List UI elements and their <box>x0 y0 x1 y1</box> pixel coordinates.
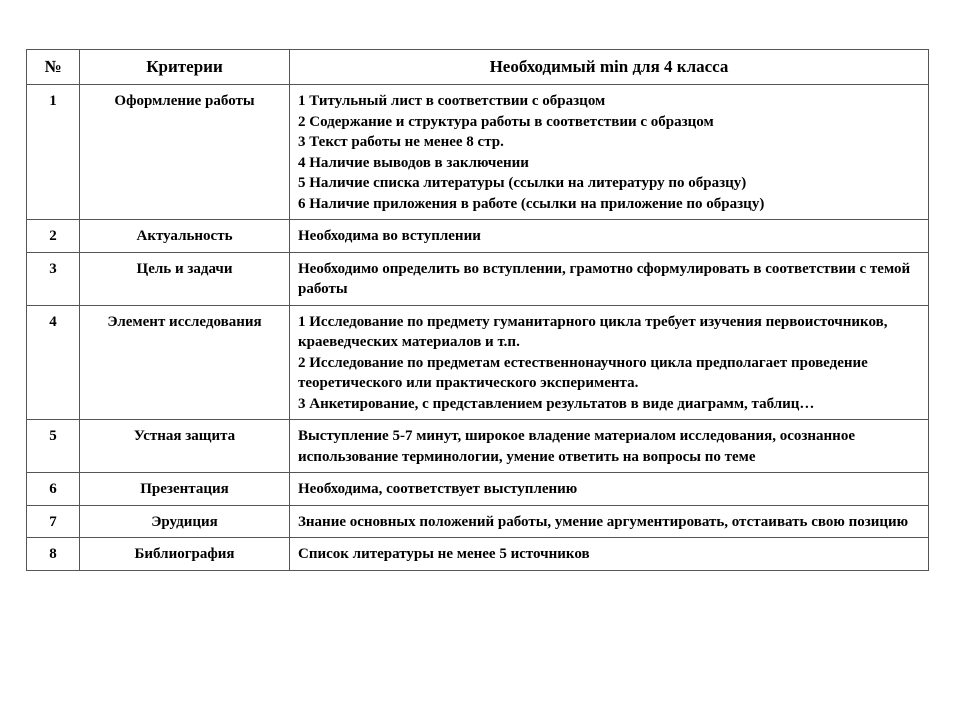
row-number: 6 <box>27 473 80 506</box>
table-body <box>27 85 929 571</box>
table-header <box>27 50 929 85</box>
header-number: № <box>27 50 80 85</box>
criterion-name: Актуальность <box>80 220 290 253</box>
requirement-line: Выступление 5-7 минут, широкое владение материалом исследования, осознанное использование терминологии, умение ответить на вопросы по теме <box>298 428 855 465</box>
row-number: 8 <box>27 538 80 571</box>
requirement-line: 4 Наличие выводов в заключении <box>298 154 529 171</box>
header-row <box>27 50 929 85</box>
requirement-cell <box>290 252 929 305</box>
requirement-line: Необходима во вступлении <box>298 228 481 244</box>
row-number: 2 <box>27 220 80 253</box>
table-row <box>27 305 929 420</box>
table-row <box>27 220 929 253</box>
requirement-line: Необходима, соответствует выступлению <box>298 481 578 497</box>
requirement-cell <box>290 305 929 420</box>
header-requirements: Необходимый min для 4 класса <box>290 50 929 85</box>
requirement-line: 1 Титульный лист в соответствии с образцом <box>298 93 606 109</box>
requirement-cell <box>290 505 929 538</box>
criterion-name: Презентация <box>80 473 290 506</box>
requirement-cell <box>290 85 929 220</box>
row-number: 3 <box>27 252 80 305</box>
criterion-name: Устная защита <box>80 420 290 473</box>
criterion-name: Библиография <box>80 538 290 571</box>
header-criteria: Критерии <box>80 50 290 85</box>
table-row <box>27 420 929 473</box>
table-row <box>27 538 929 571</box>
requirement-line: 5 Наличие списка литературы (ссылки на литературу по образцу) <box>298 175 747 191</box>
requirement-line: 1 Исследование по предмету гуманитарного цикла требует изучения первоисточников, краеведческих материалов и т.п. <box>298 313 888 350</box>
requirement-cell <box>290 473 929 506</box>
criterion-name: Элемент исследования <box>80 305 290 420</box>
criterion-name: Цель и задачи <box>80 252 290 305</box>
requirement-line: Необходимо определить во вступлении, грамотно сформулировать в соответствии с темой работы <box>298 260 911 297</box>
requirement-cell <box>290 220 929 253</box>
requirement-line: Список литературы не менее 5 источников <box>298 546 590 562</box>
table-row <box>27 505 929 538</box>
row-number: 4 <box>27 305 80 420</box>
criterion-name: Оформление работы <box>80 85 290 220</box>
requirement-cell <box>290 420 929 473</box>
row-number: 1 <box>27 85 80 220</box>
table-row <box>27 252 929 305</box>
requirement-line: 6 Наличие приложения в работе (ссылки на приложение по образцу) <box>298 195 765 212</box>
row-number: 7 <box>27 505 80 538</box>
requirement-line: 2 Содержание и структура работы в соответствии с образцом <box>298 113 714 130</box>
table-row <box>27 85 929 220</box>
criterion-name: Эрудиция <box>80 505 290 538</box>
requirement-line: 3 Анкетирование, с представлением результатов в виде диаграмм, таблиц… <box>298 395 815 412</box>
requirement-line: 3 Текст работы не менее 8 стр. <box>298 134 504 150</box>
requirement-line: Знание основных положений работы, умение аргументировать, отстаивать свою позицию <box>298 513 909 530</box>
criteria-table <box>26 49 929 571</box>
table-row <box>27 473 929 506</box>
requirement-cell <box>290 538 929 571</box>
row-number: 5 <box>27 420 80 473</box>
requirement-line: 2 Исследование по предметам естественнонаучного цикла предполагает проведение теоретического или практического эксперимента. <box>298 354 868 391</box>
